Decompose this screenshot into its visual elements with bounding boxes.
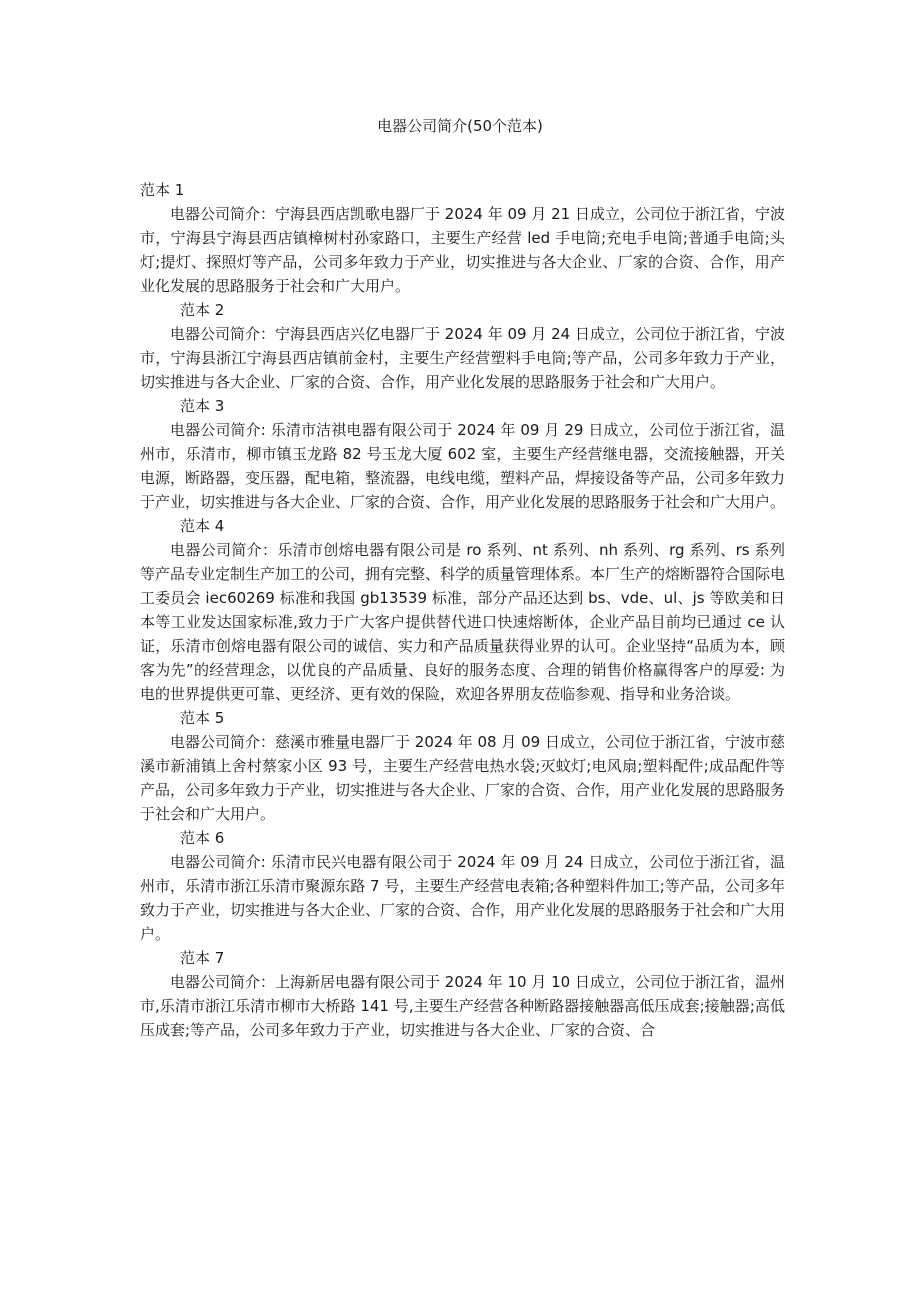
- sample-heading: 范本 1: [140, 181, 185, 199]
- sample-paragraph: 电器公司简介：宁海县西店凯歌电器厂于 2024 年 09 月 21 日成立，公司位于浙江省，宁波市，宁海县宁海县西店镇樟树村孙家路口，主要生产经营 led 手电筒;充电手电筒;普通手电筒;头灯;提灯、探照灯等产品，公司多年致力于产业，切实推进与各大企业、厂家的合资、合作，用产业化发展的思路服务于社会和广大用户。: [140, 205, 785, 295]
- document-body: [140, 178, 785, 1042]
- sample-heading: 范本 3: [180, 397, 225, 415]
- sample-paragraph: 电器公司简介：乐清市创熔电器有限公司是 ro 系列、nt 系列、nh 系列、rg 系列、rs 系列等产品专业定制生产加工的公司，拥有完整、科学的质量管理体系。本厂生产的熔断器符合国际电工委员会 iec60269 标准和我国 gb13539 标准，部分产品还达到 bs、vde、ul、js 等欧美和日本等工业发达国家标准,致力于广大客户提供替代进口快速熔断体，企业产品目前均已通过 ce 认证，乐清市创熔电器有限公司的诚信、实力和产品质量获得业界的认可。企业坚持“品质为本，顾客为先”的经营理念，以优良的产品质量、良好的服务态度、合理的销售价格赢得客户的厚爱: 为电的世界提供更可靠、更经济、更有效的保险，欢迎各界朋友莅临参观、指导和业务洽谈。: [140, 541, 786, 703]
- sample-paragraph: 电器公司简介: 乐清市民兴电器有限公司于 2024 年 09 月 24 日成立，公司位于浙江省，温州市，乐清市浙江乐清市聚源东路 7 号，主要生产经营电表箱;各种塑料件加工;等产品，公司多年致力于产业，切实推进与各大企业、厂家的合资、合作，用产业化发展的思路服务于社会和广大用户。: [140, 853, 786, 943]
- sample-heading: 范本 2: [180, 301, 225, 319]
- sample-paragraph: 电器公司简介：慈溪市雅量电器厂于 2024 年 08 月 09 日成立，公司位于浙江省，宁波市慈溪市新浦镇上舍村蔡家小区 93 号，主要生产经营电热水袋;灭蚊灯;电风扇;塑料配件;成品配件等产品，公司多年致力于产业，切实推进与各大企业、厂家的合资、合作，用产业化发展的思路服务于社会和广大用户。: [140, 733, 786, 823]
- sample-paragraph: 电器公司简介：宁海县西店兴亿电器厂于 2024 年 09 月 24 日成立，公司位于浙江省，宁波市，宁海县浙江宁海县西店镇前金村，主要生产经营塑料手电筒;等产品，公司多年致力于产业，切实推进与各大企业、厂家的合资、合作，用产业化发展的思路服务于社会和广大用户。: [140, 325, 785, 391]
- sample-heading: 范本 7: [180, 949, 225, 967]
- sample-heading: 范本 6: [180, 829, 225, 847]
- sample-paragraph: 电器公司简介: 乐清市洁祺电器有限公司于 2024 年 09 月 29 日成立，公司位于浙江省，温州市，乐清市，柳市镇玉龙路 82 号玉龙大厦 602 室，主要生产经营继电器，交流接触器，开关电源，断路器，变压器，配电箱，整流器，电线电缆，塑料产品，焊接设备等产品，公司多年致力于产业，切实推进与各大企业、厂家的合资、合作，用产业化发展的思路服务于社会和广大用户。: [140, 421, 786, 511]
- sample-heading: 范本 4: [180, 517, 225, 535]
- sample-heading: 范本 5: [180, 709, 225, 727]
- document-title: 电器公司简介(50个范本): [377, 117, 543, 135]
- sample-paragraph: 电器公司简介：上海新居电器有限公司于 2024 年 10 月 10 日成立，公司位于浙江省，温州市,乐清市浙江乐清市柳市大桥路 141 号,主要生产经营各种断路器接触器高低压成套;接触器;高低压成套;等产品，公司多年致力于产业，切实推进与各大企业、厂家的合资、合: [140, 973, 785, 1039]
